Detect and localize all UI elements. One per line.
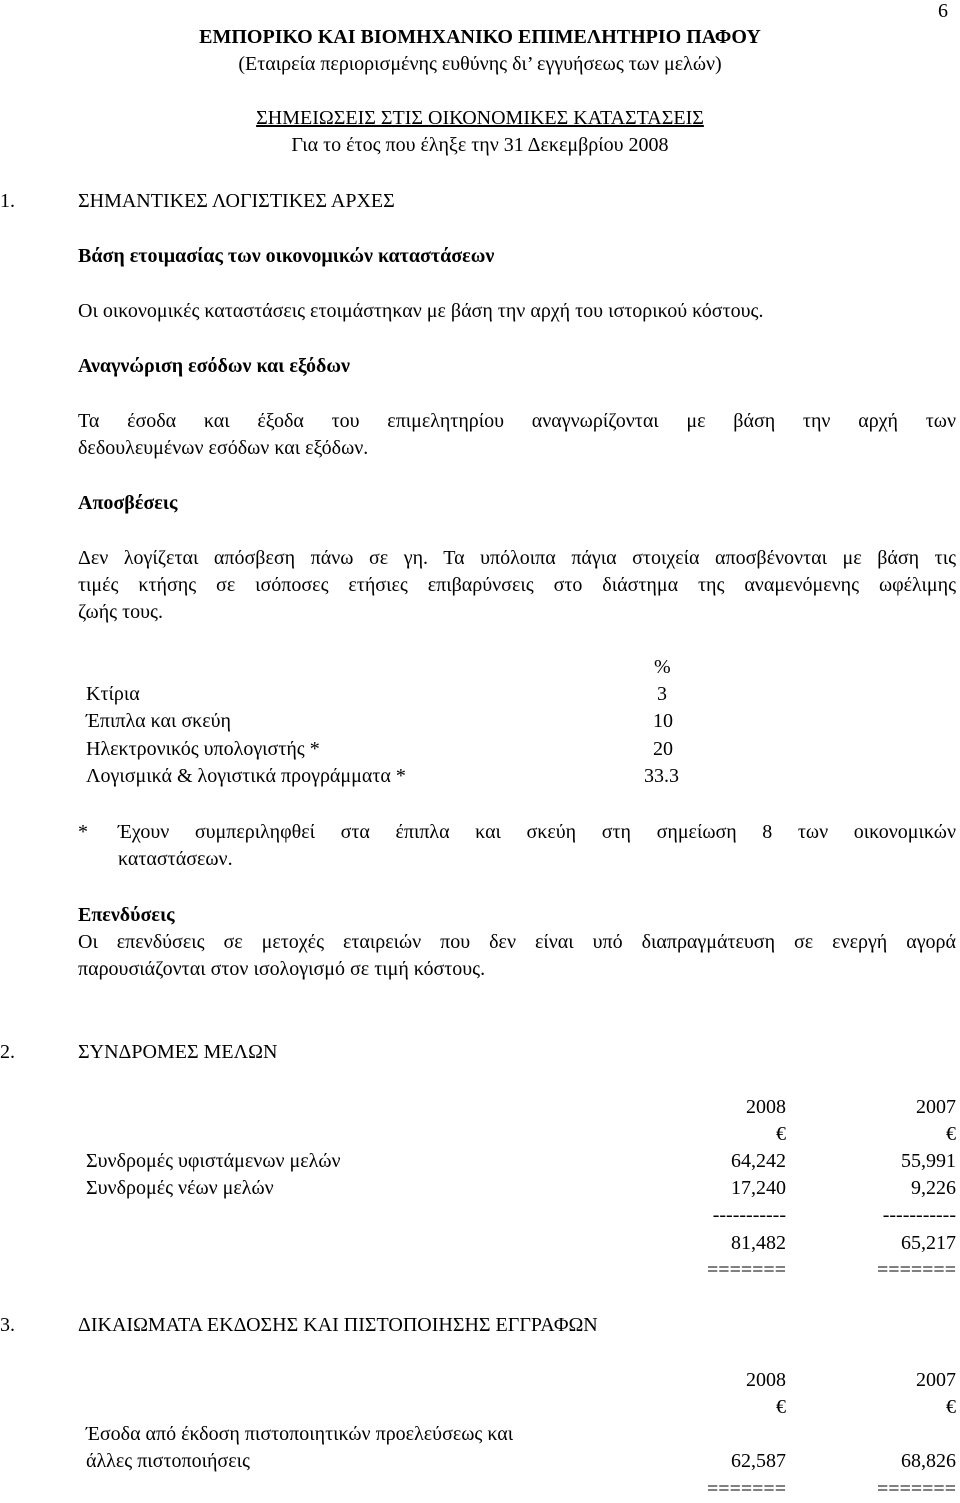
year-2008-header: 2008 — [746, 1369, 786, 1391]
subscription-row-2007: 55,991 — [901, 1150, 956, 1172]
company-type: (Εταιρεία περιορισμένης ευθύνης δι’ εγγυήσεως των μελών) — [238, 53, 722, 75]
total-double-rule-2007: ======= — [877, 1259, 956, 1281]
certification-2007: 68,826 — [901, 1450, 956, 1472]
revenue-heading: Αναγνώριση εσόδων και εξόδων — [78, 355, 350, 377]
depreciation-text-line1: Δεν λογίζεται απόσβεση πάνω σε γη. Τα υπόλοιπα πάγια στοιχεία αποσβένονται με βάση τις — [78, 547, 956, 569]
certification-double-rule-2007: ======= — [877, 1478, 956, 1500]
section1-number: 1. — [0, 190, 15, 212]
rate-label: Λογισμικά & λογιστικά προγράμματα * — [86, 765, 406, 787]
year-2007-header: 2007 — [916, 1369, 956, 1391]
footnote-text-line1: Έχουν συμπεριληφθεί στα έπιπλα και σκεύη στη σημείωση 8 των οικονομικών — [118, 821, 956, 843]
company-name: ΕΜΠΟΡΙΚΟ ΚΑΙ ΒΙΟΜΗΧΑΝΙΚΟ ΕΠΙΜΕΛΗΤΗΡΙΟ ΠΑΦΟΥ — [199, 26, 761, 48]
section3-number: 3. — [0, 1314, 15, 1336]
total-2008: 81,482 — [731, 1232, 786, 1254]
rate-value: 3 — [657, 683, 667, 705]
subscription-row-label: Συνδρομές υφιστάμενων μελών — [86, 1150, 341, 1172]
subtotal-rule-2007: ----------- — [882, 1204, 956, 1226]
certification-row-label-line1: Έσοδα από έκδοση πιστοποιητικών προελεύσεως και — [86, 1423, 514, 1445]
document-title-text: ΣΗΜΕΙΩΣΕΙΣ ΣΤΙΣ ΟΙΚΟΝΟΜΙΚΕΣ ΚΑΤΑΣΤΑΣΕΙΣ — [256, 107, 704, 129]
rate-label: Κτίρια — [86, 683, 140, 705]
rate-percent-header: % — [654, 656, 671, 678]
basis-text: Οι οικονομικές καταστάσεις ετοιμάστηκαν με βάση την αρχή του ιστορικού κόστους. — [78, 300, 764, 322]
footnote-text-line2: καταστάσεων. — [118, 848, 233, 870]
currency-2007: € — [946, 1396, 956, 1418]
section2-number: 2. — [0, 1041, 15, 1063]
footnote-mark: * — [78, 821, 88, 843]
depreciation-text-line2: τιμές κτήσης σε ισόποσες ετήσιες επιβαρύνσεις στο διάστημα της αναμενόμενης ωφέλιμης — [78, 574, 956, 596]
rate-value: 10 — [653, 710, 673, 732]
revenue-text-line1: Τα έσοδα και έξοδα του επιμελητηρίου αναγνωρίζονται με βάση την αρχή των — [78, 410, 956, 432]
subscription-row-2008: 64,242 — [731, 1150, 786, 1172]
certification-row-label-line2: άλλες πιστοποιήσεις — [86, 1450, 250, 1472]
currency-2008: € — [776, 1123, 786, 1145]
subscription-row-2008: 17,240 — [731, 1177, 786, 1199]
investments-text-line1: Οι επενδύσεις σε μετοχές εταιρειών που δεν είναι υπό διαπραγμάτευση σε ενεργή αγορά — [78, 931, 956, 953]
total-double-rule-2008: ======= — [707, 1259, 786, 1281]
year-2008-header: 2008 — [746, 1096, 786, 1118]
section3-title: ΔΙΚΑΙΩΜΑΤΑ ΕΚΔΟΣΗΣ ΚΑΙ ΠΙΣΤΟΠΟΙΗΣΗΣ ΕΓΓΡΑΦΩΝ — [78, 1314, 598, 1336]
document-title — [0, 105, 960, 132]
depreciation-text-line3: ζωής τους. — [78, 601, 163, 623]
subscription-row-label: Συνδρομές νέων μελών — [86, 1177, 274, 1199]
certification-double-rule-2008: ======= — [707, 1478, 786, 1500]
subtotal-rule-2008: ----------- — [712, 1204, 786, 1226]
year-2007-header: 2007 — [916, 1096, 956, 1118]
currency-2008: € — [776, 1396, 786, 1418]
investments-text-line2: παρουσιάζονται στον ισολογισμό σε τιμή κόστους. — [78, 958, 486, 980]
rate-value: 33.3 — [644, 765, 679, 787]
certification-2008: 62,587 — [731, 1450, 786, 1472]
revenue-text-line2: δεδουλευμένων εσόδων και εξόδων. — [78, 437, 369, 459]
reporting-period: Για το έτος που έληξε την 31 Δεκεμβρίου 2008 — [291, 134, 669, 156]
basis-heading: Βάση ετοιμασίας των οικονομικών καταστάσεων — [78, 245, 495, 267]
section1-title: ΣΗΜΑΝΤΙΚΕΣ ΛΟΓΙΣΤΙΚΕΣ ΑΡΧΕΣ — [78, 190, 395, 212]
depreciation-heading: Αποσβέσεις — [78, 492, 178, 514]
subscription-row-2007: 9,226 — [911, 1177, 956, 1199]
rate-label: Έπιπλα και σκεύη — [86, 710, 232, 732]
section2-title: ΣΥΝΔΡΟΜΕΣ ΜΕΛΩΝ — [78, 1041, 278, 1063]
rate-label: Ηλεκτρονικός υπολογιστής * — [86, 738, 320, 760]
rate-value: 20 — [653, 738, 673, 760]
investments-heading: Επενδύσεις — [78, 904, 175, 926]
currency-2007: € — [946, 1123, 956, 1145]
total-2007: 65,217 — [901, 1232, 956, 1254]
page-number: 6 — [938, 0, 948, 22]
